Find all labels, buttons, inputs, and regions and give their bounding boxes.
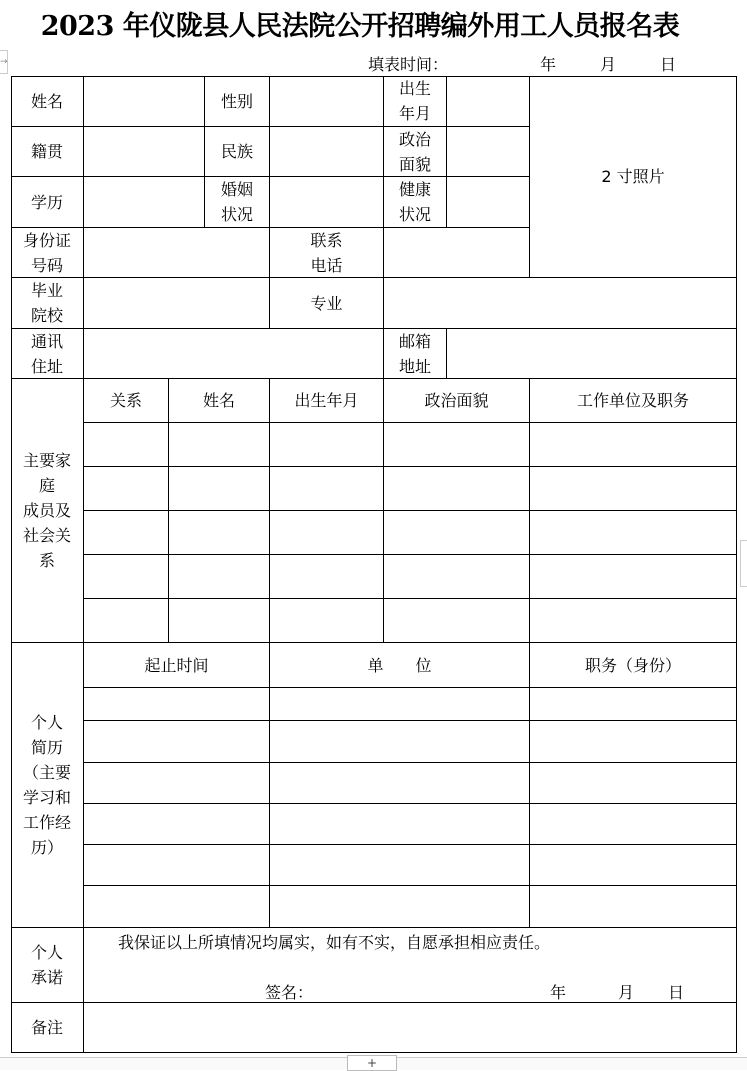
family-cell[interactable] (530, 467, 737, 511)
resume-cell[interactable] (84, 688, 270, 721)
education-label: 学历 (11, 177, 84, 228)
political-field[interactable] (447, 127, 530, 177)
family-cell[interactable] (530, 423, 737, 467)
resume-cell[interactable] (530, 845, 737, 886)
family-cell[interactable] (84, 467, 169, 511)
promise-label: 个人 承诺 (11, 928, 84, 1003)
family-cell[interactable] (270, 599, 384, 643)
origin-label: 籍贯 (11, 127, 84, 177)
birth-field[interactable] (447, 76, 530, 127)
resume-cell[interactable] (84, 886, 270, 928)
family-cell[interactable] (384, 467, 530, 511)
family-cell[interactable] (384, 599, 530, 643)
family-cell[interactable] (530, 555, 737, 599)
notes-field[interactable] (84, 1003, 737, 1053)
marital-label: 婚姻 状况 (205, 177, 270, 228)
notes-label: 备注 (11, 1003, 84, 1053)
gender-label: 性别 (205, 76, 270, 127)
resume-cell[interactable] (530, 886, 737, 928)
resume-cell[interactable] (270, 721, 530, 763)
family-cell[interactable] (169, 467, 270, 511)
health-field[interactable] (447, 177, 530, 228)
family-cell[interactable] (384, 511, 530, 555)
family-header: 姓名 (169, 379, 270, 423)
resume-cell[interactable] (84, 804, 270, 845)
promise-month: 月 (618, 983, 635, 1002)
birth-label: 出生 年月 (384, 76, 447, 127)
address-label: 通讯 住址 (11, 329, 84, 379)
name-label: 姓名 (11, 76, 84, 127)
family-header: 政治面貌 (384, 379, 530, 423)
family-header: 出生年月 (270, 379, 384, 423)
fill-date-year: 年 (540, 55, 557, 74)
family-cell[interactable] (84, 423, 169, 467)
family-header: 工作单位及职务 (530, 379, 737, 423)
major-field[interactable] (384, 278, 737, 329)
fill-date-day: 日 (660, 55, 677, 74)
family-cell[interactable] (270, 423, 384, 467)
photo-cell: 2 寸照片 (530, 76, 737, 278)
family-cell[interactable] (84, 599, 169, 643)
resume-cell[interactable] (270, 688, 530, 721)
school-field[interactable] (84, 278, 270, 329)
name-field[interactable] (84, 76, 205, 127)
family-cell[interactable] (169, 511, 270, 555)
email-label: 邮箱 地址 (384, 329, 447, 379)
family-cell[interactable] (169, 423, 270, 467)
resume-cell[interactable] (530, 804, 737, 845)
fill-date-month: 月 (600, 55, 617, 74)
promise-day: 日 (668, 983, 685, 1002)
political-label: 政治 面貌 (384, 127, 447, 177)
promise-year: 年 (550, 983, 567, 1002)
family-cell[interactable] (270, 511, 384, 555)
resume-cell[interactable] (270, 845, 530, 886)
family-cell[interactable] (270, 555, 384, 599)
origin-field[interactable] (84, 127, 205, 177)
resume-cell[interactable] (530, 721, 737, 763)
resume-label: 个人 简历 （主要 学习和 工作经 历） (11, 643, 84, 928)
resume-cell[interactable] (270, 763, 530, 804)
education-field[interactable] (84, 177, 205, 228)
ethnicity-field[interactable] (270, 127, 384, 177)
phone-label: 联系 电话 (270, 228, 384, 278)
id-number-field[interactable] (84, 228, 270, 278)
phone-field[interactable] (384, 228, 530, 278)
family-label: 主要家 庭 成员及 社会关 系 (11, 379, 84, 643)
resume-header: 职务（身份） (530, 643, 737, 688)
family-cell[interactable] (270, 467, 384, 511)
signature-label: 签名： (265, 983, 314, 1002)
add-page-button[interactable]: + (347, 1055, 397, 1071)
gender-field[interactable] (270, 76, 384, 127)
marital-field[interactable] (270, 177, 384, 228)
family-header: 关系 (84, 379, 169, 423)
school-label: 毕业 院校 (11, 278, 84, 329)
ethnicity-label: 民族 (205, 127, 270, 177)
promise-text: 我保证以上所填情况均属实，如有不实，自愿承担相应责任。 (118, 933, 551, 952)
family-cell[interactable] (384, 423, 530, 467)
email-field[interactable] (447, 329, 737, 379)
family-cell[interactable] (530, 599, 737, 643)
resume-cell[interactable] (84, 721, 270, 763)
family-cell[interactable] (530, 511, 737, 555)
family-cell[interactable] (169, 599, 270, 643)
family-cell[interactable] (384, 555, 530, 599)
resume-header: 单 位 (270, 643, 530, 688)
address-field[interactable] (84, 329, 384, 379)
resume-cell[interactable] (530, 763, 737, 804)
resume-header: 起止时间 (84, 643, 270, 688)
health-label: 健康 状况 (384, 177, 447, 228)
id-number-label: 身份证 号码 (11, 228, 84, 278)
form-title: 2023 年仪陇县人民法院公开招聘编外用工人员报名表 (40, 11, 680, 42)
family-cell[interactable] (84, 555, 169, 599)
resume-cell[interactable] (84, 763, 270, 804)
resume-cell[interactable] (84, 845, 270, 886)
resume-cell[interactable] (270, 886, 530, 928)
family-cell[interactable] (169, 555, 270, 599)
side-arrow-icon[interactable]: → (0, 50, 8, 74)
fill-date-label: 填表时间： (368, 55, 449, 74)
right-scroll-handle[interactable] (740, 540, 747, 587)
family-cell[interactable] (84, 511, 169, 555)
major-label: 专业 (270, 278, 384, 329)
resume-cell[interactable] (530, 688, 737, 721)
resume-cell[interactable] (270, 804, 530, 845)
